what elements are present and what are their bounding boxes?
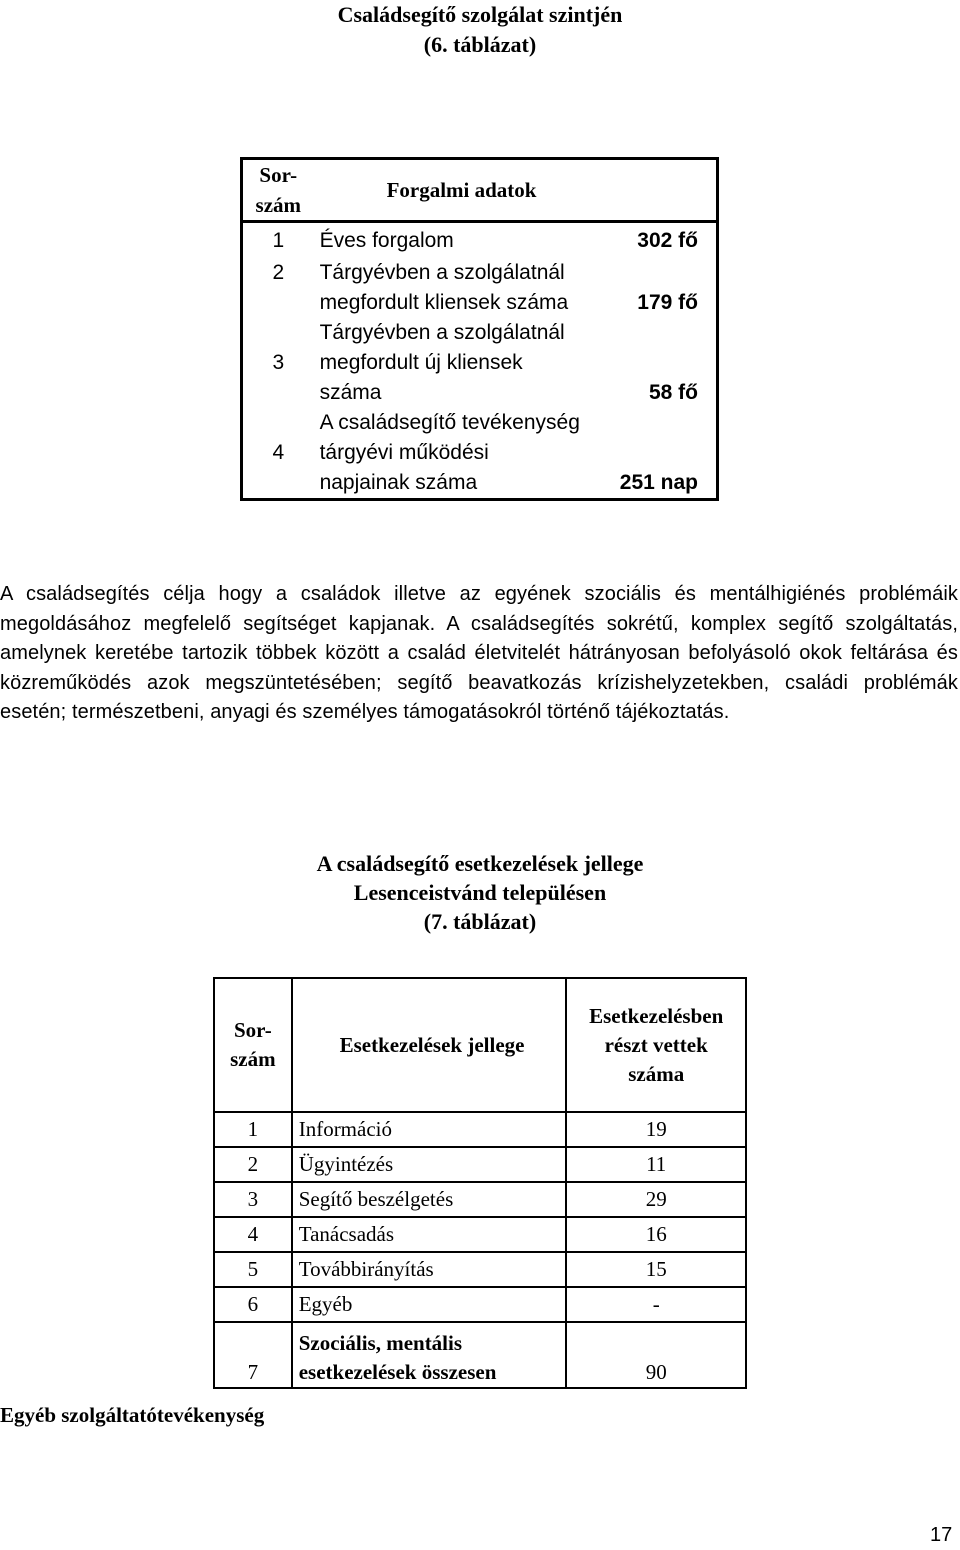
table-row xyxy=(214,1147,746,1182)
document-heading xyxy=(0,0,960,60)
row-label: Éves forgalom xyxy=(319,228,454,252)
row-label: Szociális, mentális esetkezelések összesen xyxy=(292,1322,567,1388)
header-resztvevok-szama: Esetkezelésben részt vettek száma xyxy=(566,978,746,1112)
heading-line-1: Családsegítő szolgálat szintjén xyxy=(337,2,623,27)
row-number: 5 xyxy=(214,1252,292,1287)
row-number: 6 xyxy=(214,1287,292,1322)
row-label: Információ xyxy=(292,1112,567,1147)
row-value: 19 xyxy=(566,1112,746,1147)
row-number: 1 xyxy=(242,222,314,259)
row-value: 29 xyxy=(566,1182,746,1217)
row-number: 2 xyxy=(242,258,314,318)
row-value: 179 fő xyxy=(604,258,718,318)
heading-line-2: (6. táblázat) xyxy=(423,32,537,57)
row-label: Segítő beszélgetés xyxy=(292,1182,567,1217)
row-number: 7 xyxy=(214,1322,292,1388)
row-number: 4 xyxy=(214,1217,292,1252)
row-number: 2 xyxy=(214,1147,292,1182)
row-value: - xyxy=(566,1287,746,1322)
table-header-row xyxy=(242,159,718,222)
row-value: 11 xyxy=(566,1147,746,1182)
table-row xyxy=(242,408,718,500)
row-label: Tanácsadás xyxy=(292,1217,567,1252)
row-label: Ügyintézés xyxy=(292,1147,567,1182)
section-heading-line-3: (7. táblázat) xyxy=(423,909,537,934)
header-sorszam: Sor- szám xyxy=(242,159,314,222)
table-forgalmi-adatok xyxy=(240,157,719,501)
row-number: 1 xyxy=(214,1112,292,1147)
row-number: 3 xyxy=(214,1182,292,1217)
table-row xyxy=(214,1252,746,1287)
row-value: 90 xyxy=(566,1322,746,1388)
row-value: 15 xyxy=(566,1252,746,1287)
section-heading xyxy=(0,849,960,936)
row-value: 58 fő xyxy=(604,318,718,408)
section-heading-line-1: A családsegítő esetkezelések jellege xyxy=(316,851,644,876)
table-row xyxy=(214,1287,746,1322)
row-number: 3 xyxy=(242,318,314,408)
table-row xyxy=(242,258,718,318)
body-paragraph: A családsegítés célja hogy a családok illetve az egyének szociális és mentálhigiénés problémáik megoldásához megfelelő segítséget kapjanak. A családsegítés sokrétű, komplex segítő szolgáltatás, amelynek keretébe tartozik többek között a család életvitelét hátrányosan befolyásoló okok feltárása és közreműködés azok megszüntetésében; segítő beavatkozás krízishelyzetekben, családi problémák esetén; természetbeni, anyagi és személyes támogatásokról történő tájékoztatás. xyxy=(0,583,958,723)
table-total-row xyxy=(214,1322,746,1388)
footer-heading: Egyéb szolgáltatótevékenység xyxy=(0,1403,265,1427)
row-value: 251 nap xyxy=(604,408,718,500)
row-number: 4 xyxy=(242,408,314,500)
row-label: Továbbirányítás xyxy=(292,1252,567,1287)
table-header-row xyxy=(214,978,746,1112)
header-esetkezelesek-jellege: Esetkezelések jellege xyxy=(292,978,567,1112)
header-sorszam: Sor- szám xyxy=(214,978,292,1112)
row-label: A családsegítő tevékenység tárgyévi működési napjainak száma xyxy=(314,408,604,500)
table-esetkezelesek xyxy=(213,977,747,1389)
table-row xyxy=(214,1217,746,1252)
table-row xyxy=(242,222,718,259)
row-label: Tárgyévben a szolgálatnál megfordult új kliensek száma xyxy=(319,321,565,404)
page-number: 17 xyxy=(930,1524,953,1546)
table-row xyxy=(214,1182,746,1217)
table-row xyxy=(242,318,718,408)
header-forgalmi-adatok: Forgalmi adatok xyxy=(314,159,604,222)
row-label: Egyéb xyxy=(292,1287,567,1322)
header-value-cell xyxy=(604,159,718,222)
row-label: Tárgyévben a szolgálatnál megfordult kliensek száma xyxy=(319,261,569,314)
row-value: 302 fő xyxy=(604,222,718,259)
table-row xyxy=(214,1112,746,1147)
section-heading-line-2: Lesenceistvánd településen xyxy=(353,880,607,905)
row-value: 16 xyxy=(566,1217,746,1252)
